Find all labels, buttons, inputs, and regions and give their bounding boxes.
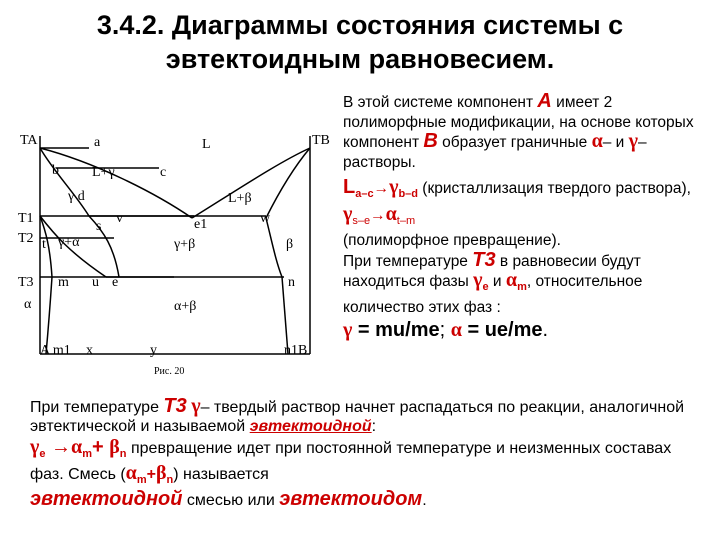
label-t: t xyxy=(42,237,46,252)
label-gamma-beta: γ+β xyxy=(174,237,196,252)
beta-solidus xyxy=(266,148,310,218)
text-relative: , относительное количество этих фаз : xyxy=(343,273,643,316)
text-at-temp: При температуре xyxy=(343,252,473,270)
label-e1: e1 xyxy=(194,217,208,232)
ratio-end: . xyxy=(542,319,549,342)
text-mix-or: смесью или xyxy=(182,492,280,510)
text-equilibrium: в равновесии будут находиться фазы xyxy=(343,252,641,291)
term-eutectoid: эвтектоидной xyxy=(249,418,372,435)
sub-e-bottom: e xyxy=(39,448,46,461)
text-polymorph: (полиморфное превращение). xyxy=(343,232,561,250)
label-v: v xyxy=(116,211,123,226)
bottom-paragraph-1 xyxy=(30,397,700,436)
reaction-line xyxy=(343,178,713,231)
component-B: В xyxy=(423,130,438,152)
gamma-symbol-7: γ xyxy=(30,436,40,458)
text-p1-post: имеет 2 полиморфные модификации, на основе которых компонент xyxy=(343,94,694,151)
text-close: ) называется xyxy=(173,466,269,484)
text-line3: превращение идет при постоянной температуре и неизменных составах фаз. Смесь ( xyxy=(30,440,672,484)
text-solutions: растворы. xyxy=(343,153,416,171)
sub-m-mix: m xyxy=(136,474,147,487)
label-TB: TB xyxy=(312,133,330,148)
label-L-beta: L+β xyxy=(228,191,252,206)
term-eutectoid-mix: эвтектоидной xyxy=(30,488,183,511)
label-alpha: α xyxy=(24,297,32,312)
polymorph-line xyxy=(343,231,713,251)
bottom-paragraph-3 xyxy=(30,490,700,510)
right-paragraph xyxy=(343,92,713,172)
beta-symbol-2: β xyxy=(155,462,167,485)
label-n1B: n1B xyxy=(284,343,308,358)
title-line-1: 3.4.2. Диаграммы состояния системы с xyxy=(96,10,624,40)
text-line1-b: – твердый раствор начнет распадаться по реакции, аналогичной эвтектической и называемой xyxy=(30,399,685,435)
right-description xyxy=(343,92,713,342)
arrow-bottom: → xyxy=(45,436,72,458)
label-m: m xyxy=(58,275,69,290)
label-alpha-beta: α+β xyxy=(174,299,197,314)
text-p1-end: образует граничные xyxy=(437,134,592,151)
label-gamma: γ xyxy=(68,189,75,204)
bottom-description xyxy=(30,397,700,510)
alpha-symbol-4: α xyxy=(450,319,462,342)
term-eutectoid-word: эвтектоидом xyxy=(279,488,423,511)
label-T1: T1 xyxy=(18,211,34,226)
text-dash: – xyxy=(638,134,647,151)
label-b: b xyxy=(52,163,59,178)
ratio-2: = ue/me xyxy=(461,319,543,342)
text-end: . xyxy=(422,492,427,510)
label-gamma-alpha: γ+α xyxy=(58,235,80,250)
plus-mix: + xyxy=(146,466,156,484)
sub-m: m xyxy=(517,281,527,294)
label-L: L xyxy=(202,137,211,152)
label-T3: T3 xyxy=(18,275,34,290)
gamma-symbol-2: γ xyxy=(389,176,399,198)
label-a: a xyxy=(94,135,101,150)
sub-m-bottom: m xyxy=(82,448,92,461)
text-dash-and: – и xyxy=(602,134,629,151)
label-d: d xyxy=(77,189,85,204)
sub-se: s–e xyxy=(352,214,371,227)
text-line1-a: При температуре xyxy=(30,399,164,416)
slide-title xyxy=(0,8,720,76)
gamma-symbol-3: γ xyxy=(343,202,353,225)
label-x: x xyxy=(86,343,93,358)
ratio-sep: ; xyxy=(439,319,451,342)
ratio-1: = mu/me xyxy=(352,319,440,342)
label-y: y xyxy=(150,343,157,358)
liquidus-left xyxy=(40,148,192,218)
text-cryst: (кристаллизация твердого раствора), xyxy=(418,180,691,197)
sub-bd: b–d xyxy=(398,188,418,201)
alpha-symbol: α xyxy=(591,130,603,152)
beta-symbol: β xyxy=(109,436,120,458)
equilibrium-line xyxy=(343,248,713,318)
gamma-symbol: γ xyxy=(628,130,639,152)
sub-tm: t–m xyxy=(396,214,416,227)
text-colon: : xyxy=(371,418,377,435)
phase-diagram xyxy=(14,122,336,380)
alpha-symbol-2: α xyxy=(385,202,397,225)
label-beta: β xyxy=(286,237,294,252)
sub-e: e xyxy=(482,281,489,294)
label-L-gamma: L+γ xyxy=(92,165,115,180)
liquidus-right xyxy=(192,148,310,218)
sub-n-bottom: n xyxy=(119,448,127,461)
arrow-2: → xyxy=(370,206,386,224)
label-s: s xyxy=(96,219,102,234)
text-and: и xyxy=(488,273,506,291)
label-e: e xyxy=(112,275,119,290)
label-w: w xyxy=(260,211,271,226)
ratio-line xyxy=(343,321,713,342)
label-A-m1: A m1 xyxy=(40,343,71,358)
gamma-symbol-5: γ xyxy=(343,319,353,342)
plus-bottom: + xyxy=(92,436,110,458)
label-gamma-d xyxy=(67,189,85,204)
beta-solvus xyxy=(266,218,282,277)
gamma-symbol-6: γ xyxy=(191,395,201,417)
solidus-gamma xyxy=(40,148,89,216)
temp-T3-bottom: Т3 xyxy=(163,395,187,417)
label-c: c xyxy=(160,165,167,180)
alpha-symbol-3: α xyxy=(505,269,518,292)
arrow-1: → xyxy=(373,180,390,197)
alpha-symbol-5: α xyxy=(71,436,83,458)
figure-caption: Рис. 20 xyxy=(154,366,185,377)
label-TA: TA xyxy=(20,133,38,148)
gamma-symbol-4: γ xyxy=(473,269,483,292)
label-T2: T2 xyxy=(18,231,34,246)
label-u: u xyxy=(92,275,99,290)
sub-n-mix: n xyxy=(166,474,174,487)
label-n: n xyxy=(288,275,295,290)
bottom-paragraph-2 xyxy=(30,438,700,490)
temp-T3: Т3 xyxy=(472,248,496,271)
component-A: А xyxy=(537,90,552,112)
liquid-symbol: L xyxy=(343,176,356,198)
alpha-symbol-6: α xyxy=(125,462,137,485)
text-p1-pre: В этой системе компонент xyxy=(343,94,538,111)
sub-ac: a–c xyxy=(355,188,374,201)
title-line-2: эвтектоидным равновесием. xyxy=(165,44,555,74)
